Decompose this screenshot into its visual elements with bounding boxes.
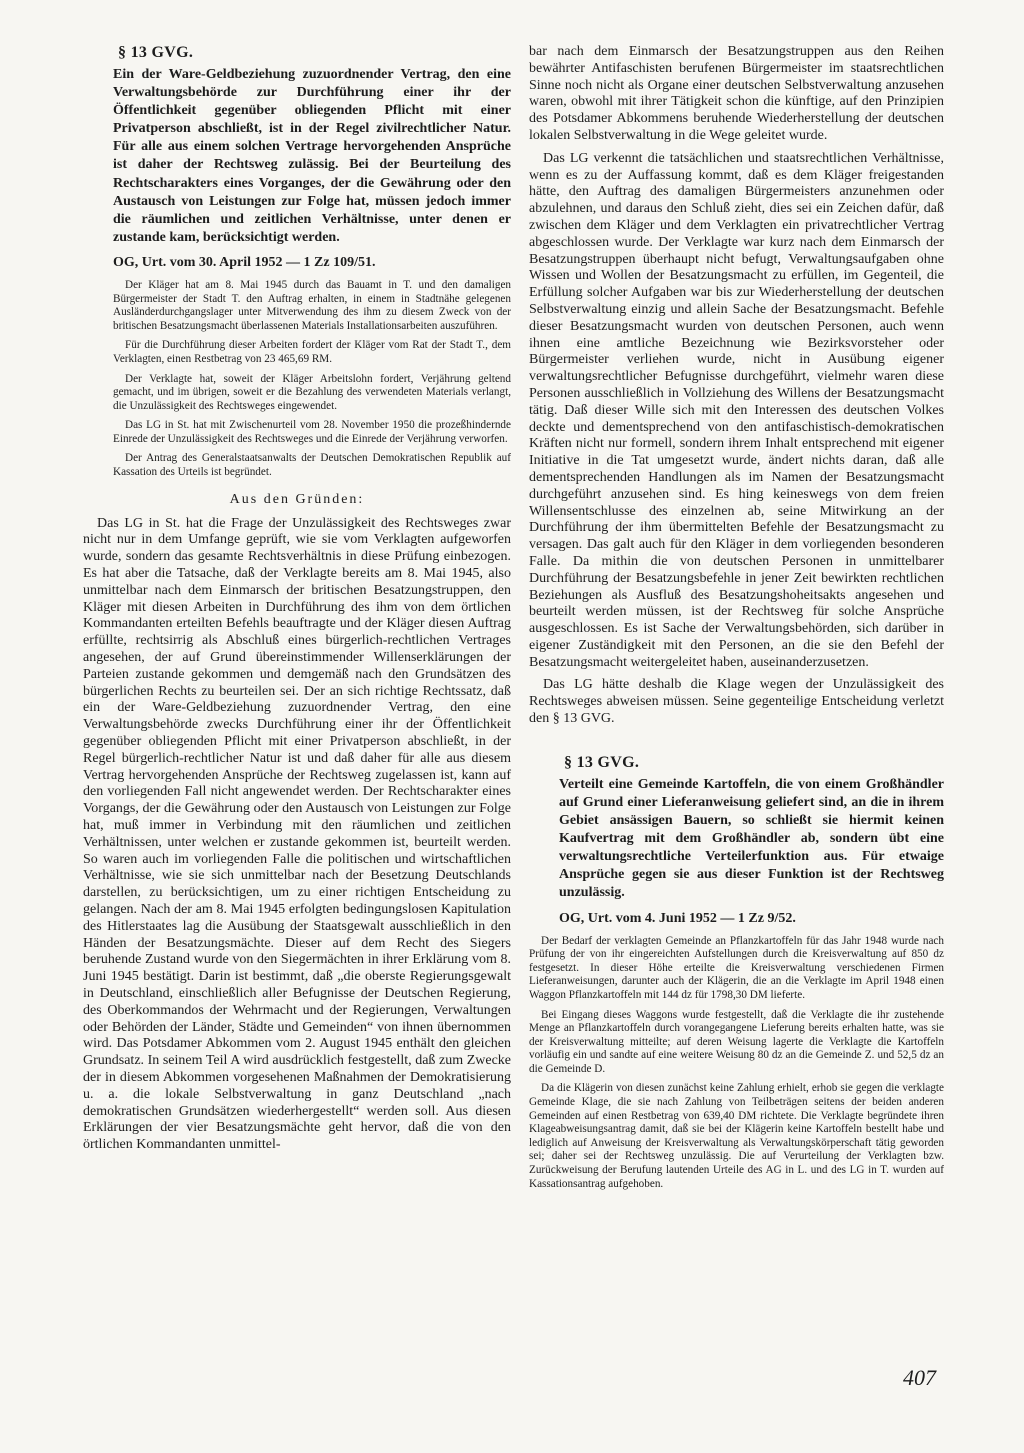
case2-citation: OG, Urt. vom 4. Juni 1952 — 1 Zz 9/52. [559,910,796,926]
case2-fact-paragraph: Bei Eingang dieses Waggons wurde festgestellt, daß die Verklagte die ihr zustehende Menge an Pflanzkartoffeln durch vorangegangene Lieferung bereits erhalten hatte, was sie der Kreisverwaltung mitteilte; auf deren Weisung lagerte die Verklagte die Kartoffeln vorläufig ein und sandte auf eine weitere Weisung 80 dz an die Gemeinde Z. und 52,5 dz an die Gemeinde D. [529,1008,944,1075]
body-paragraph: Das LG in St. hat die Frage der Unzulässigkeit des Rechtsweges zwar nicht nur in dem Umfange geprüft, wie sie vom Verklagten aufgeworfen wurde, sondern das gesamte Rechtsverhältnis in diese Prüfung einbezogen. Es hat aber die Tatsache, daß der Verklagte bereits am 8. Mai 1945, also unmittelbar nach dem Einmarsch der britischen Besatzungstruppen, den Kläger mit diesen Arbeiten in Durchführung des ihm von dem örtlichen Kommandanten erteilten Befehls beauftragte und der Kläger diesen Auftrag erfüllte, rechtsirrig als Abschluß eines bürgerlich-rechtlichen Vertrages angesehen, der auf Grund übereinstimmender Willenserklärungen der Parteien zustande gekommen und demgemäß nach den Grundsätzen des bürgerlichen Rechts zu beurteilen sei. Der an sich richtige Rechtssatz, daß ein der Ware-Geldbeziehung zuzuordnender Vertrag, den eine Verwaltungsbehörde zwecks Durchführung einer ihr der Öffentlichkeit gegenüber obliegenden Pflicht mit einer Privatperson abschließt, in der Regel bürgerlich-rechtlicher Natur ist und daß daher für alle aus diesem Vertrag hervorgehenden Ansprüche der Rechtsweg zugelassen ist, kann auf den vorliegenden Fall nicht angewendet werden. Der Rechtscharakter eines Vorgangs, der die Gewährung oder den Austausch von Leistungen zur Folge hat, muß immer in Verbindung mit den räumlichen und zeitlichen Verhältnissen, unter welchen er zustande gekommen ist, beurteilt werden. So waren auch im vorliegenden Falle die politischen und wirtschaftlichen Verhältnisse, wie sie sich unmittelbar nach der Besetzung Deutschlands darstellen, zu berücksichtigen, um zu einer richtigen Entscheidung zu gelangen. Nach der am 8. Mai 1945 erfolgten bedingungslosen Kapitulation des Hitlerstaates lag die Ausübung der Staatsgewalt ausschließlich in den Händen der Besatzungsmächte. Dieser auf dem Recht des Siegers beruhende Zustand wurde von den Siegermächten in ihrer Erklärung vom 8. Juni 1945 bestätigt. Darin ist bestimmt, daß „die oberste Regierungsgewalt in Deutschland, einschließlich aller Befugnisse der Deutschen Regierung, des Oberkommandos der Wehrmacht und der Regierungen, Verwaltungen oder Behörden der Länder, Städte und Gemeinden“ von ihnen übernommen wird. Das Potsdamer Abkommen vom 2. August 1945 enthält den gleichen Grundsatz. In seinem Teil A wird ausdrücklich festgestellt, daß zum Zwecke der in diesem Abkommen vorgesehenen Maßnahmen der Demokratisierung u. a. die lokale Selbstverwaltung in ganz Deutschland „nach demokratischen Grundsätzen wiederhergestellt“ werden soll. Aus diesen Erklärungen der vier Besatzungsmächte geht hervor, daß die von den örtlichen Kommandanten unmittel- [83,515,511,1153]
case1-fact-paragraph: Für die Durchführung dieser Arbeiten fordert der Kläger vom Rat der Stadt T., dem Verklagten, einen Restbetrag von 23 465,69 RM. [113,339,511,365]
left-column [83,44,511,1160]
section-spacer [529,734,944,754]
page-number: 407 [903,1365,936,1390]
case1-fact-paragraph: Das LG in St. hat mit Zwischenurteil vom 28. November 1950 die prozeßhindernde Einrede der Unzulässigkeit des Rechtsweges und die Einrede der Verjährung verworfen. [113,419,511,445]
case1-fact-paragraph: Der Antrag des Generalstaatsanwalts der Deutschen Demokratischen Republik auf Kassation des Urteils ist begründet. [113,452,511,479]
case2-leitsatz: Verteilt eine Gemeinde Kartoffeln, die von einem Großhändler auf Grund einer Lieferanweisung geliefert sind, an die in ihrem Gebiet ansässigen Bauern, so schließt sie hiermit keinen Kaufvertrag mit dem Großhändler ab, sondern übt eine verwaltungsrechtliche Verteilerfunktion aus. Für etwaige Ansprüche gegen sie aus dieser Funktion ist der Rechtsweg unzulässig. [559,776,944,901]
case1-citation: OG, Urt. vom 30. April 1952 — 1 Zz 109/51. [113,254,376,270]
continuation-body [529,44,944,728]
case1-fact-paragraph: Der Kläger hat am 8. Mai 1945 durch das Bauamt in T. und den damaligen Bürgermeister der Stadt T. den Auftrag erhalten, in einem in Stadtnähe gelegenen Ausländerdurchgangslager unter Mitverwendung des ihm zu diesem Zweck von der britischen Besatzungsmacht überlassenen Materials Installationsarbeiten auszuführen. [113,278,511,332]
case2-facts [529,935,944,1192]
body-paragraph: bar nach dem Einmarsch der Besatzungstruppen aus den Reihen bewährter Antifaschisten berufenen Bürgermeister im staatsrechtlichen Sinne noch nicht als Organe einer deutschen Selbstverwaltung anzusehen waren, obwohl mit ihrer Tätigkeit schon die künftige, auf den Prinzipien des Potsdamer Abkommens beruhende Wiederherstellung der deutschen lokalen Selbstverwaltung in die Wege geleitet wurde. [529,44,944,143]
case2-heading: § 13 GVG. [564,753,640,771]
gruende-heading: Aus den Gründen: [229,491,365,507]
gruende-body [83,516,511,1154]
case2-fact-paragraph: Da die Klägerin von diesen zunächst keine Zahlung erhielt, erhob sie gegen die verklagte Gemeinde Klage, die sie nach Zahlung von Teilbeträgen seitens der beiden anderen Gemeinden auf einen Restbetrag von 639,40 DM richtete. Die Verklagte begründete ihren Klageabweisungsantrag damit, daß sie bei der Klägerin keine Kartoffeln bestellt habe und lediglich auf Anweisung der Kreisverwaltung als Verwaltungskörperschaft tätig geworden sei; daher sei der Rechtsweg unzulässig. Die auf Verurteilung der Verklagten bzw. Zurückweisung der Berufung lautenden Urteile des AG in L. und des LG in T. wurden auf Kassationsantrag aufgehoben. [529,1082,944,1190]
body-paragraph: Das LG hätte deshalb die Klage wegen der Unzulässigkeit des Rechtsweges abweisen müssen. Seine gegenteilige Entscheidung verletzt den § 13 GVG. [529,677,944,727]
body-paragraph: Das LG verkennt die tatsächlichen und staatsrechtlichen Verhältnisse, wenn es zu der Auffassung kommt, daß es dem Kläger freigestanden hätte, den Auftrag des damaligen Bürgermeisters anzunehmen oder abzulehnen, und daraus den Schluß zieht, dies sei ein Zeichen dafür, daß zwischen dem Kläger und dem Verklagten ein privatrechtlicher Vertrag abgeschlossen wurde. Der Verklagte war kurz nach dem Einmarsch der Besatzungstruppen überhaupt nicht befugt, Verwaltungsaufgaben ohne Wissen und Wollen der Besatzungsmacht zu erfüllen, im Gegenteil, die Erfüllung solcher Aufgaben war bis zur Wiederherstellung der deutschen Selbstverwaltung einzig und allein Sache der Besatzungsmacht. Befehle dieser Besatzungsmacht wurden von deutschen Personen, auch wenn ihnen eine amtliche Bezeichnung wie Bezirksvorsteher oder Bürgermeister verliehen wurde, nicht in Ausübung eigener verwaltungsrechtlicher Befugnisse durchgeführt, vielmehr waren diese Personen ausschließlich in Vollziehung des Willens der Besatzungsmacht tätig. Daß dieser Wille sich mit den Interessen des deutschen Volkes deckte und dementsprechend von den antifaschistisch-demokratischen Kräften nicht nur formell, sondern ihrem Inhalt entsprechend mit eigener Initiative in die Tat umgesetzt wurde, ändert nichts daran, daß alle dementsprechenden Handlungen als im Namen der Besatzungsmacht durchgeführt anzusehen sind. Es hing keineswegs von dem freien Willensentschlusse des einzelnen ab, seine Mitwirkung an der Durchführung der ihm übermittelten Befehle der Besatzungsmacht zu versagen. Das galt auch für den Kläger in dem vorliegenden besonderen Falle. Da mithin die von deutschen Personen in unmittelbarer Durchführung der Besatzungsbefehle in jener Zeit bewirkten rechtlichen Beziehungen als Ausfluß des Besatzungshoheitsakts angesehen und beurteilt werden müssen, ist der Rechtsweg für solche Ansprüche ausgeschlossen. Es ist Sache der Verwaltungsbehörden, sich darüber in eigener Zuständigkeit mit den Personen, an die sie den Befehl der Besatzungsmacht weitergeleitet haben, auseinanderzusetzen. [529,150,944,670]
right-column [529,44,944,1197]
case2-fact-paragraph: Der Bedarf der verklagten Gemeinde an Pflanzkartoffeln für das Jahr 1948 wurde nach Prüfung der von ihr eingereichten Aufstellungen durch die Kreisverwaltung auf 850 dz festgesetzt. In dieser Höhe erteilte die Kreisverwaltung verschiedenen Firmen Lieferanweisungen, darunter auch der Klägerin, die an die Verklagte im April 1948 einen Waggon Pflanzkartoffeln mit 144 dz für 1798,30 DM lieferte. [529,934,944,1001]
case1-fact-paragraph: Der Verklagte hat, soweit der Kläger Arbeitslohn fordert, Verjährung geltend gemacht, und im übrigen, soweit er die Bezahlung des verwendeten Materials verlangt, die Unzulässigkeit des Rechtsweges eingewendet. [113,372,511,412]
case1-facts [113,279,511,480]
case1-leitsatz: Ein der Ware-Geldbeziehung zuzuordnender Vertrag, den eine Verwaltungsbehörde zur Durchführung einer ihr der Öffentlichkeit gegenüber obliegenden Pflicht mit einer Privatperson abschließt, ist in der Regel zivilrechtlicher Natur. Für alle aus einem solchen Vertrage hervorgehenden Ansprüche ist daher der Rechtsweg zulässig. Bei der Beurteilung des Rechtscharakters eines Vorganges, der die Gewährung oder den Austausch von Leistungen zur Folge hat, müssen jedoch immer die räumlichen und zeitlichen Verhältnisse, unter denen er zustande kam, berücksichtigt werden. [113,67,511,245]
case1-heading: § 13 GVG. [118,44,194,61]
